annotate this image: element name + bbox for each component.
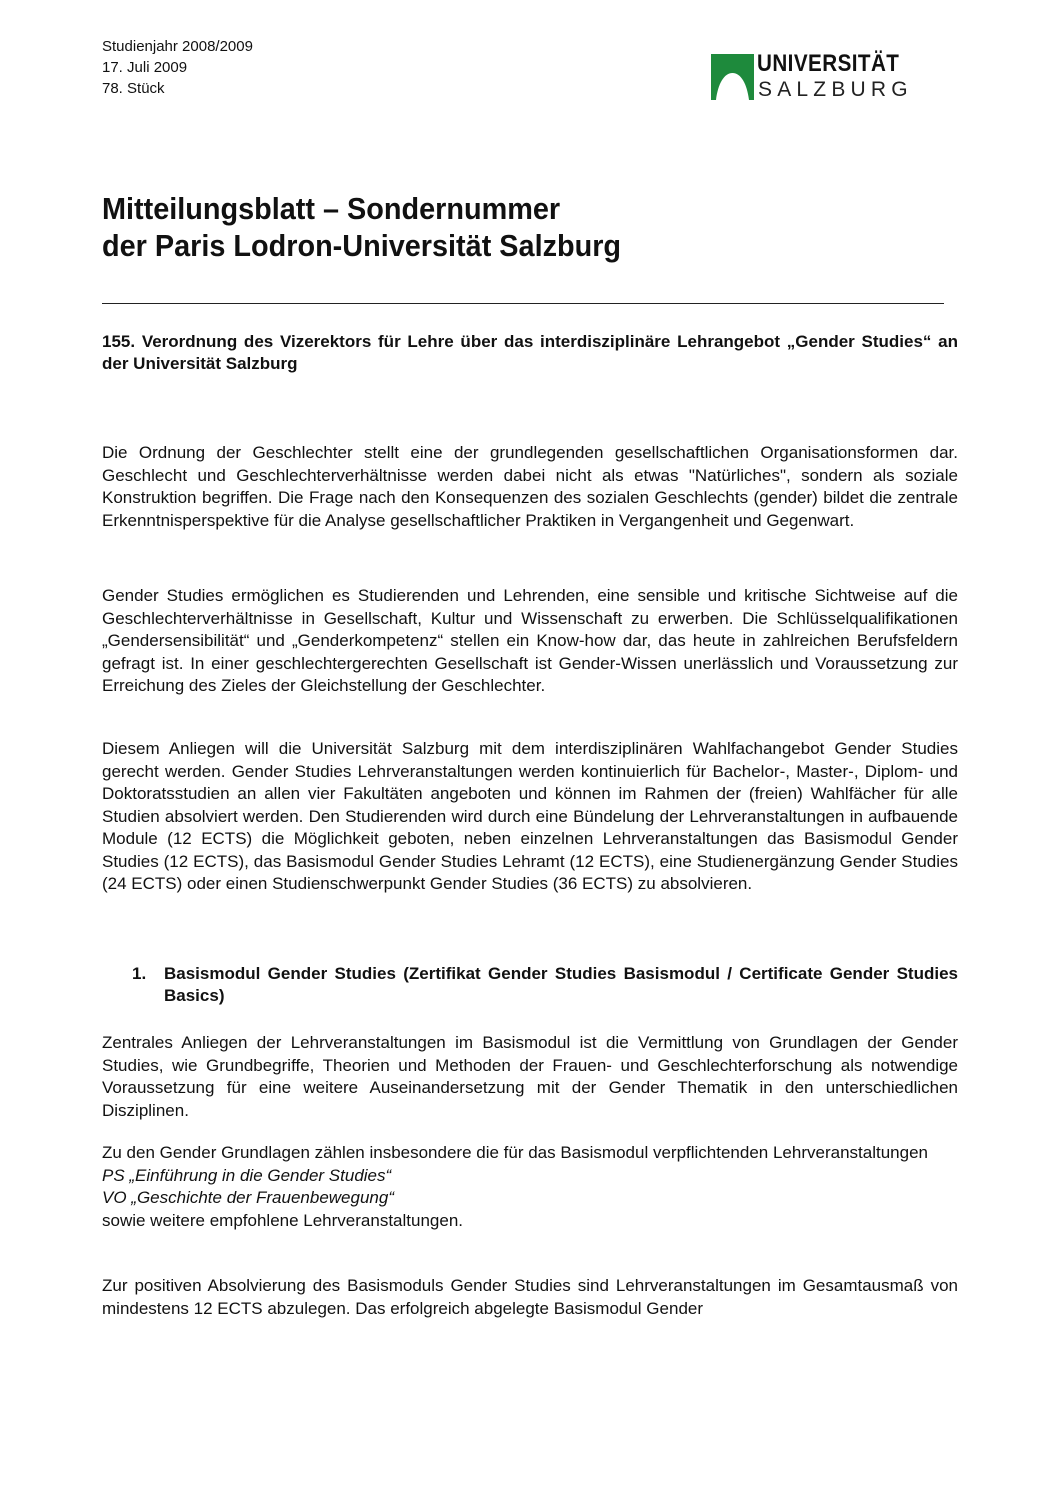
required-courses-outro: sowie weitere empfohlene Lehrveranstaltungen. — [102, 1210, 464, 1230]
issue-number: 78. Stück — [102, 80, 165, 97]
title-line-2: der Paris Lodron-Universität Salzburg — [102, 228, 622, 263]
section-1-heading — [132, 963, 958, 1007]
ordinance-heading: 155. Verordnung des Vizerektors für Lehre über das interdisziplinäre Lehrangebot „Gender Studies“ an der Universität Salzburg — [102, 332, 958, 373]
academic-year: Studienjahr 2008/2009 — [102, 38, 253, 55]
title-line-1: Mitteilungsblatt – Sondernummer — [102, 191, 561, 226]
section-1-title: Basismodul Gender Studies (Zertifikat Gender Studies Basismodul / Certificate Gender Studies Basics) — [164, 964, 958, 1005]
required-course-vo: VO „Geschichte der Frauenbewegung“ — [102, 1188, 394, 1207]
logo-text-universitaet: UNIVERSITÄT — [757, 50, 900, 77]
divider — [102, 303, 944, 304]
required-course-ps: PS „Einführung in die Gender Studies“ — [102, 1165, 392, 1185]
university-gate-icon — [711, 54, 754, 100]
document-meta — [102, 36, 253, 99]
intro-paragraph-3: Diesem Anliegen will die Universität Salzburg mit dem interdisziplinären Wahlfachangebot Gender Studies gerecht werden. Gender Studies Lehrveranstaltungen werden kontinuierlich für Bachelor-, Master-, Diplom- und Doktoratsstudien an allen vier Fakultäten angeboten und können im Rahmen der (freien) Wahlfächer für alle Studien absolviert werden. Den Studierenden wird durch eine Bündelung der Lehrveranstaltungen in aufbauende Module (12 ECTS) die Möglichkeit geboten, neben einzelnen Lehrveranstaltungen das Basismodul Gender Studies (12 ECTS), das Basismodul Gender Studies Lehramt (12 ECTS), eine Studienergänzung Gender Studies (24 ECTS) oder einen Studienschwerpunkt Gender Studies (36 ECTS) zu absolvieren. — [102, 739, 958, 893]
intro-paragraph-1: Die Ordnung der Geschlechter stellt eine der grundlegenden gesellschaftlichen Organisationsformen dar. Geschlecht und Geschlechterverhältnisse werden dabei nicht als etwas "Natürliches", sondern als soziale Konstruktion begriffen. Die Frage nach den Konsequenzen des sozialen Geschlechts (gender) bildet die zentrale Erkenntnisperspektive für die Analyse gesellschaftlicher Praktiken in Vergangenheit und Gegenwart. — [102, 443, 958, 530]
intro-paragraph-2: Gender Studies ermöglichen es Studierenden und Lehrenden, eine sensible und kritische Sichtweise auf die Geschlechterverhältnisse in Gesellschaft, Kultur und Wissenschaft zu erwerben. Die Schlüsselqualifikationen „Gendersensibilität“ und „Genderkompetenz“ stellen ein Know-how dar, das heute in zahlreichen Berufsfeldern gefragt ist. In einer geschlechtergerechten Gesellschaft ist Gender-Wissen unerlässlich und Voraussetzung zur Erreichung des Zieles der Gleichstellung der Geschlechter. — [102, 586, 958, 695]
section-1-paragraph-2 — [102, 1142, 958, 1232]
university-logo — [711, 52, 921, 104]
logo-text-salzburg: SALZBURG — [758, 78, 913, 101]
section-1-number: 1. — [132, 964, 147, 983]
section-1-paragraph-3: Zur positiven Absolvierung des Basismoduls Gender Studies sind Lehrveranstaltungen im Gesamtausmaß von mindestens 12 ECTS abzulegen. Das erfolgreich abgelegte Basismodul Gender — [102, 1276, 958, 1318]
required-courses-intro: Zu den Gender Grundlagen zählen insbesondere die für das Basismodul verpflichtenden Lehrveranstaltungen — [102, 1143, 928, 1162]
page-title — [102, 190, 621, 264]
section-1-paragraph-1: Zentrales Anliegen der Lehrveranstaltungen im Basismodul ist die Vermittlung von Grundlagen der Gender Studies, wie Grundbegriffe, Theorien und Methoden der Frauen- und Geschlechterforschung als notwendige Voraussetzung für eine weitere Auseinandersetzung mit der Gender Thematik in den unterschiedlichen Disziplinen. — [102, 1033, 958, 1120]
publication-date: 17. Juli 2009 — [102, 59, 188, 76]
